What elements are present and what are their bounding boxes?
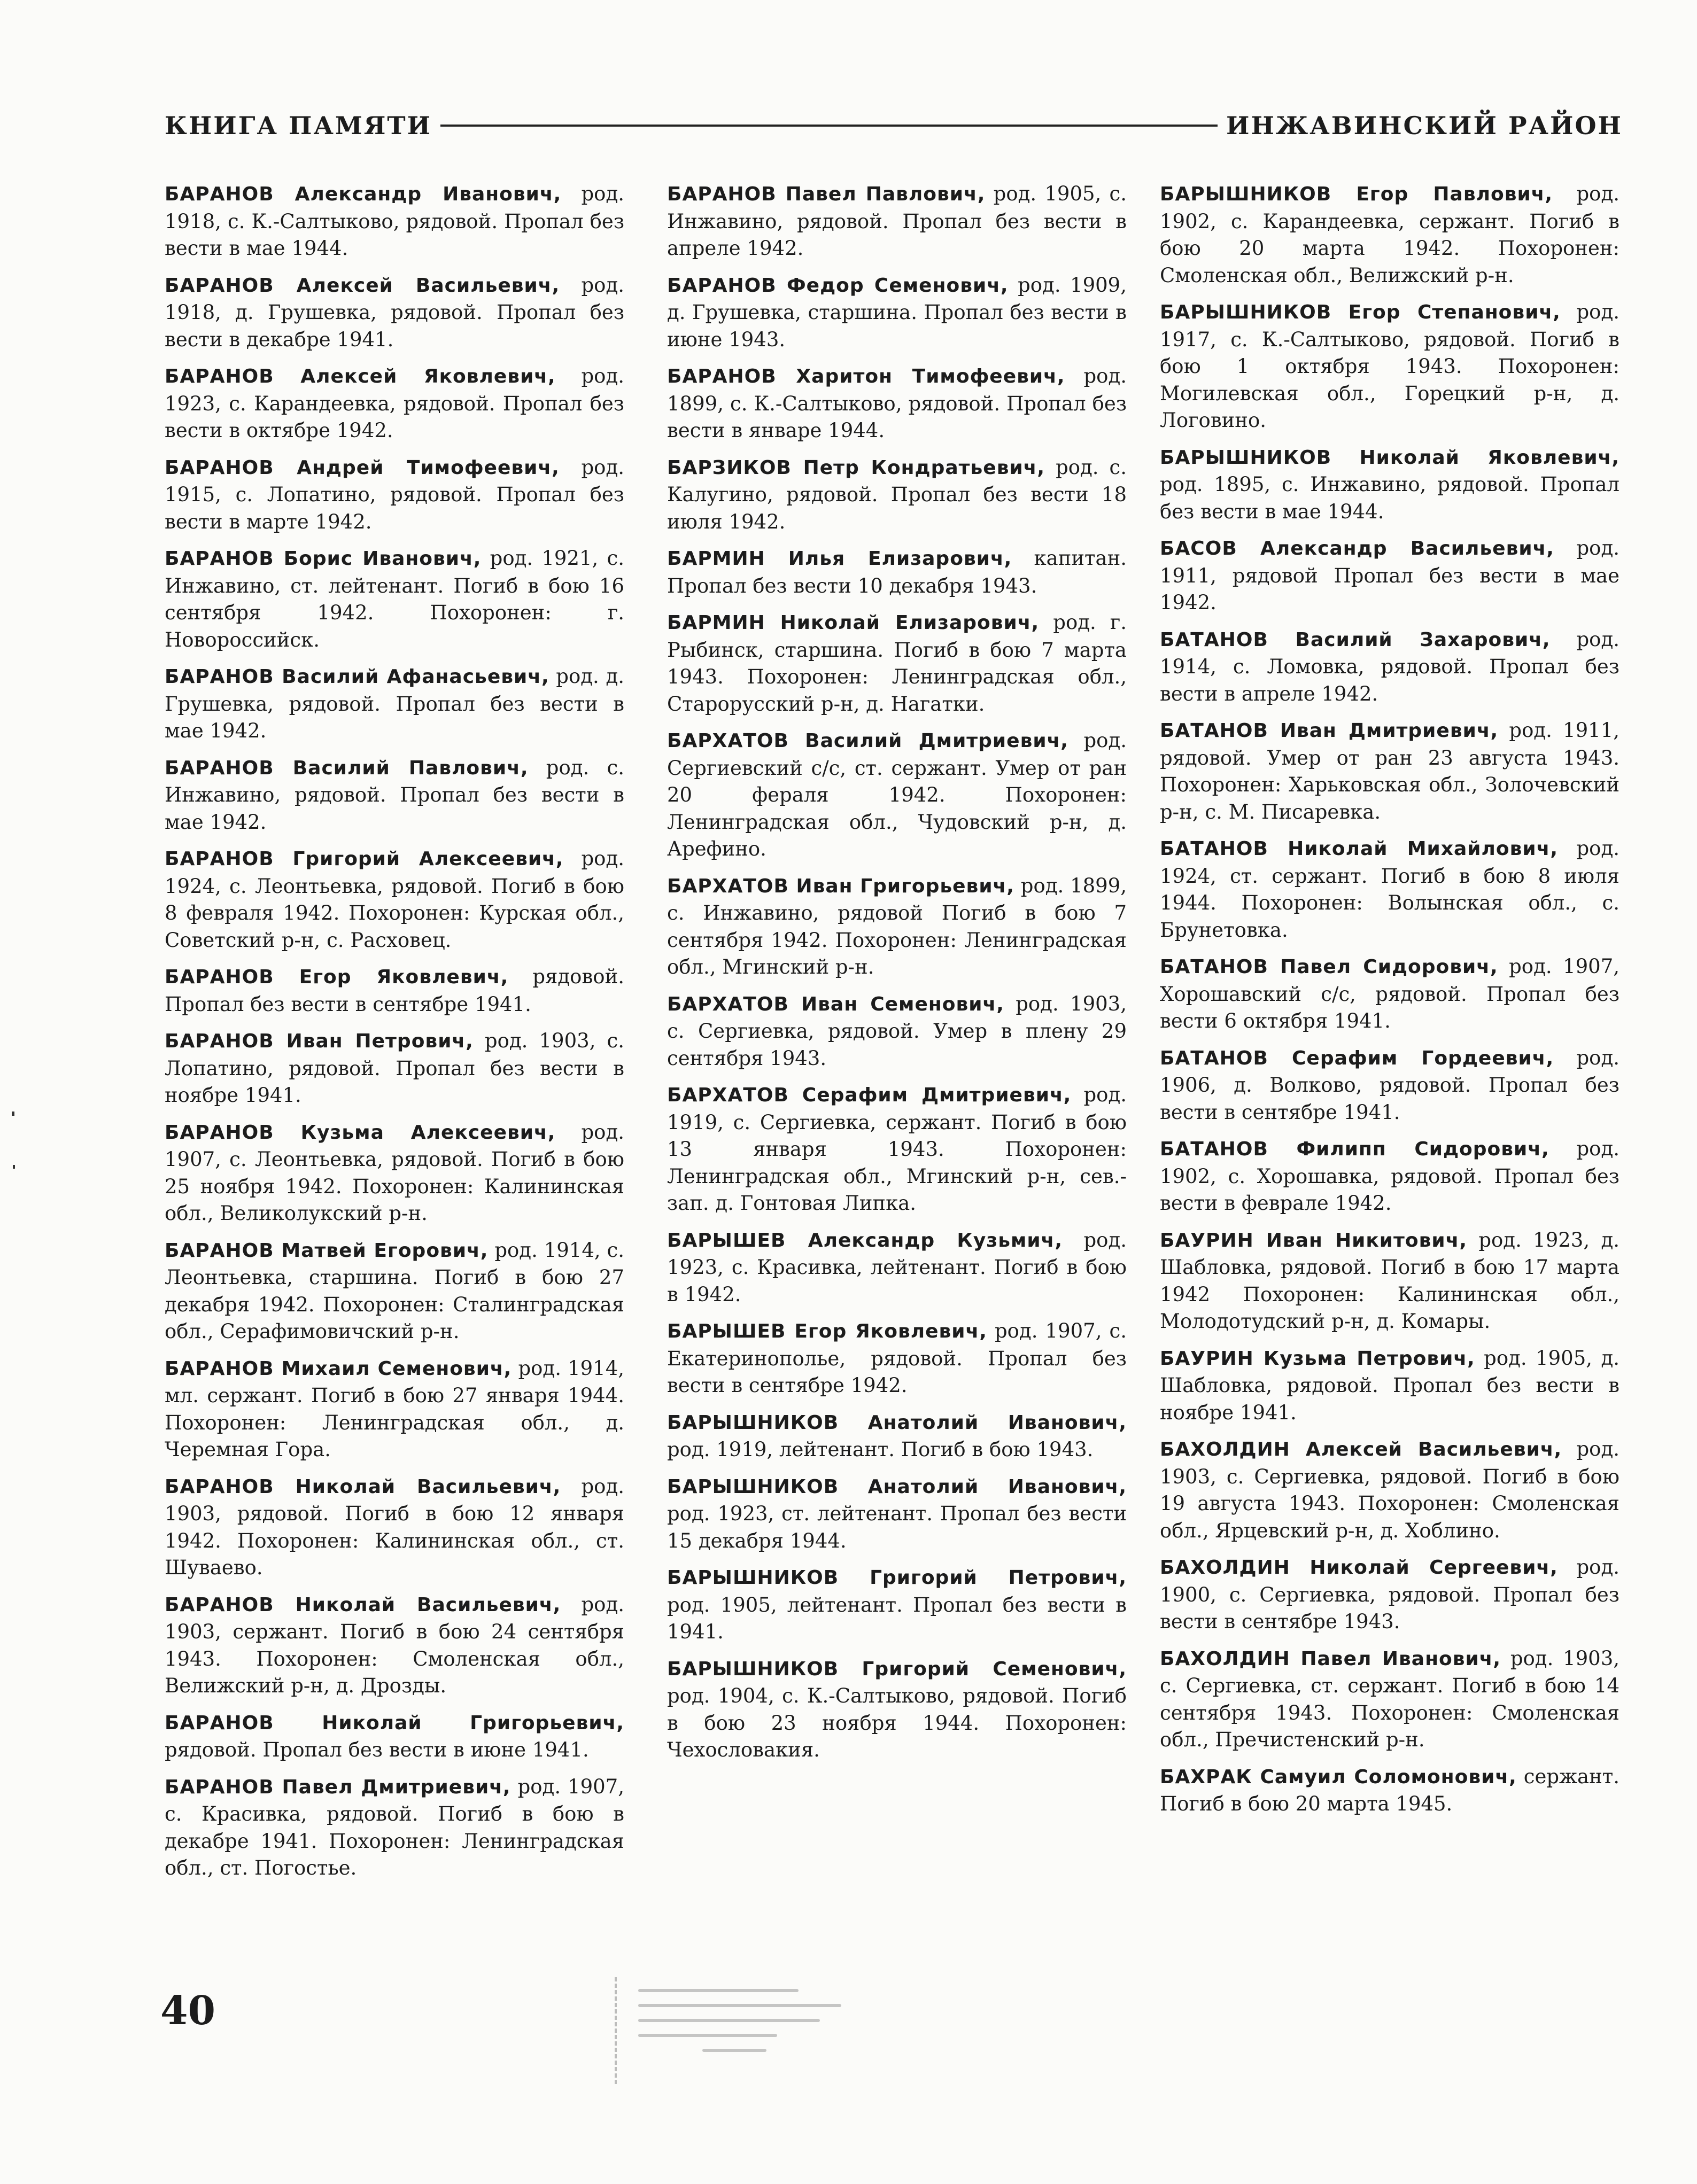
person-name: БАТАНОВ Василий Захарович, [1160,628,1551,651]
running-header [165,107,1623,144]
memorial-entry [165,1709,624,1764]
person-name: БАРАНОВ Иван Петрович, [165,1030,474,1052]
memorial-entry [667,609,1127,718]
person-details: род. 1907, с. Екатеринополье, рядовой. Пропал без вести в сентябре 1942. [667,1319,1127,1397]
memorial-entry [667,1656,1127,1764]
column-2 [667,181,1127,1774]
person-name: БАХРАК Самуил Соломонович, [1160,1766,1517,1788]
person-name: БАРХАТОВ Иван Семенович, [667,993,1004,1015]
person-name: БАТАНОВ Николай Михайлович, [1160,838,1559,860]
memorial-entry [1160,444,1619,526]
person-details: род. 1903, с. Сергиевка, рядовой. Умер в плену 29 сентября 1943. [667,992,1127,1070]
memorial-entry [667,1082,1127,1217]
memorial-entry [1160,1345,1619,1427]
memorial-entry [667,1409,1127,1464]
person-name: БАУРИН Иван Никитович, [1160,1229,1467,1252]
district-title: ИНЖАВИНСКИЙ РАЙОН [1226,111,1623,140]
person-details: род. 1923, с. Карандеевка, рядовой. Пропал без вести в октябре 1942. [165,364,624,442]
person-details: род. 1905, лейтенант. Пропал без вести в 1941. [667,1593,1127,1643]
person-details: род. 1903, с. Лопатино, рядовой. Пропал без вести в ноябре 1941. [165,1029,625,1107]
memorial-entry [1160,1045,1619,1126]
memorial-entry [667,727,1127,863]
person-details: род. 1914, с. Ломовка, рядовой. Пропал без вести в апреле 1942. [1160,627,1619,705]
column-3 [1160,181,1619,1828]
person-name: БАРАНОВ Кузьма Алексеевич, [165,1121,556,1144]
person-details: род. 1899, с. Инжавино, рядовой Погиб в бою 7 сентября 1942. Похоронен: Ленинградская обл., Мгинский р-н. [667,874,1127,978]
person-details: род. 1900, с. Сергиевка, рядовой. Пропал без вести в сентябре 1943. [1160,1556,1619,1633]
person-details: род. 1923, с. Красивка, лейтенант. Погиб в бою в 1942. [667,1228,1127,1306]
person-details: род. 1921, с. Инжавино, ст. лейтенант. Погиб в бою 16 сентября 1942. Похоронен: г. Новороссийск. [165,547,625,651]
person-details: род. 1924, с. Леонтьевка, рядовой. Погиб в бою 8 февраля 1942. Похоронен: Курская обл., Советский р-н, с. Расховец. [165,847,625,952]
person-details: род. 1919, с. Сергиевка, сержант. Погиб в бою 13 января 1943. Похоронен: Ленинградская обл., Мгинский р-н, сев.-зап. д. Гонтовая Липка. [667,1083,1127,1215]
person-details: род. 1907, с. Красивка, рядовой. Погиб в бою в декабре 1941. Похоронен: Ленинградская обл., ст. Погостье. [165,1775,624,1879]
person-name: БАСОВ Александр Васильевич, [1160,538,1554,559]
person-name: БАТАНОВ Серафим Гордеевич, [1160,1047,1554,1069]
person-name: БАРАНОВ Егор Яковлевич, [165,966,509,988]
person-name: БАХОЛДИН Алексей Васильевич, [1160,1439,1562,1460]
person-details: род. 1899, с. К.-Салтыково, рядовой. Пропал без вести в январе 1944. [667,364,1127,442]
person-name: БАРАНОВ Александр Иванович, [165,183,562,205]
person-name: БАРАНОВ Алексей Васильевич, [165,274,560,297]
memorial-entry [165,545,624,654]
person-name: БАТАНОВ Павел Сидорович, [1160,956,1498,978]
memorial-entry [165,1028,624,1109]
person-name: БАРАНОВ Павел Павлович, [667,183,986,205]
scan-speck [12,1112,14,1116]
person-name: БАРМИН Илья Елизарович, [667,548,1012,570]
person-details: рядовой. Пропал без вести в сентябре 1941. [165,965,624,1016]
person-name: БАРЫШНИКОВ Николай Яковлевич, [1160,446,1619,469]
person-name: БАТАНОВ Филипп Сидорович, [1160,1138,1549,1160]
memorial-entry [667,1227,1127,1309]
person-name: БАРЫШНИКОВ Егор Степанович, [1160,301,1561,323]
memorial-entry [667,1318,1127,1400]
page-number: 40 [160,1988,215,2034]
person-details: род. 1914, с. Леонтьевка, старшина. Погиб в бою 27 декабря 1942. Похоронен: Сталинградская обл., Серафимовичский р-н. [165,1238,624,1343]
memorial-entry [667,1564,1127,1646]
person-name: БАРАНОВ Николай Васильевич, [165,1475,561,1498]
memorial-entry [1160,535,1619,617]
memorial-entry [165,181,624,262]
person-details: род. 1904, с. К.-Салтыково, рядовой. Погиб в бою 23 ноября 1944. Похоронен: Чехословакия. [667,1684,1127,1761]
person-details: род. 1917, с. К.-Салтыково, рядовой. Погиб в бою 1 октября 1943. Похоронен: Могилевская обл., Горецкий р-н, д. Логовино. [1160,300,1620,432]
person-name: БАРХАТОВ Василий Дмитриевич, [667,730,1068,752]
person-name: БАРАНОВ Николай Васильевич, [165,1594,561,1616]
memorial-entry [1160,835,1619,944]
person-name: БАРЫШНИКОВ Григорий Семенович, [667,1658,1127,1680]
person-details: сержант. Погиб в бою 20 марта 1945. [1160,1765,1620,1815]
person-name: БАРХАТОВ Серафим Дмитриевич, [667,1084,1072,1106]
person-name: БАТАНОВ Иван Дмитриевич, [1160,720,1499,742]
person-details: род. 1907, Хорошавский с/с, рядовой. Пропал без вести 6 октября 1941. [1160,955,1619,1032]
memorial-entry [165,272,624,354]
memorial-entry [1160,1136,1619,1217]
person-name: БАРАНОВ Алексей Яковлевич, [165,366,556,387]
person-name: БАРЗИКОВ Петр Кондратьевич, [667,456,1045,479]
person-name: БАРМИН Николай Елизарович, [667,612,1040,634]
memorial-entry [667,363,1127,445]
person-details: род. д. Грушевка, рядовой. Пропал без вести в мае 1942. [165,665,624,742]
person-name: БАРАНОВ Павел Дмитриевич, [165,1776,511,1798]
person-details: род. 1911, рядовой Пропал без вести в мае 1942. [1160,537,1620,614]
person-name: БАРЫШНИКОВ Егор Павлович, [1160,183,1553,205]
person-name: БАРЫШНИКОВ Анатолий Иванович, [667,1475,1127,1498]
memorial-entry [165,963,624,1018]
memorial-entry [1160,717,1619,826]
memorial-entry [165,1355,624,1464]
memorial-entry [667,873,1127,981]
person-name: БАРАНОВ Михаил Семенович, [165,1357,512,1380]
person-details: род. 1907, с. Леонтьевка, рядовой. Погиб в бою 25 ноября 1942. Похоронен: Калининская обл., Великолукский р-н. [165,1120,624,1225]
person-details: род. с. Калугино, рядовой. Пропал без вести 18 июля 1942. [667,455,1127,533]
person-name: БАРЫШНИКОВ Григорий Петрович, [667,1567,1127,1589]
person-name: БАРАНОВ Григорий Алексеевич, [165,848,564,870]
person-details: род. 1903, рядовой. Погиб в бою 12 января 1942. Похоронен: Калининская обл., ст. Шуваево. [165,1474,625,1579]
person-name: БАРАНОВ Борис Иванович, [165,548,482,570]
memorial-entry [667,1473,1127,1555]
memorial-entry [165,1119,624,1227]
person-name: БАРАНОВ Василий Афанасьевич, [165,666,549,688]
person-details: род. 1923, ст. лейтенант. Пропал без вести 15 декабря 1944. [667,1502,1127,1552]
person-details: род. 1918, д. Грушевка, рядовой. Пропал без вести в декабре 1941. [165,273,624,351]
person-details: род. 1914, мл. сержант. Погиб в бою 27 января 1944. Похоронен: Ленинградская обл., д. Черемная Гора. [165,1356,624,1461]
person-details: род. 1911, рядовой. Умер от ран 23 августа 1943. Похоронен: Харьковская обл., Золочевский р-н, с. М. Писаревка. [1160,719,1619,823]
person-details: род. 1918, с. К.-Салтыково, рядовой. Пропал без вести в мае 1944. [165,182,625,260]
person-name: БАРАНОВ Андрей Тимофеевич, [165,456,560,479]
book-title: КНИГА ПАМЯТИ [165,111,432,140]
person-details: рядовой. Пропал без вести в июне 1941. [165,1738,589,1761]
memorial-entry [165,363,624,445]
memorial-entry [667,545,1127,600]
person-name: БАРАНОВ Харитон Тимофеевич, [667,366,1065,387]
memorial-entry [1160,1763,1619,1818]
person-details: род. 1903, сержант. Погиб в бою 24 сентября 1943. Похоронен: Смоленская обл., Велижский р-н, д. Дрозды. [165,1592,625,1697]
person-details: род. 1903, с. Сергиевка, ст. сержант. Погиб в бою 14 сентября 1943. Похоронен: Смоленская обл., Пречистенский р-н. [1160,1646,1619,1751]
person-name: БАРАНОВ Николай Григорьевич, [165,1712,624,1734]
library-stamp [615,1977,868,2084]
memorial-entry [1160,953,1619,1035]
memorial-entry [667,454,1127,536]
scan-speck [13,1165,15,1169]
person-details: род. 1905, с. Инжавино, рядовой. Пропал без вести в апреле 1942. [667,182,1127,260]
memorial-entry [165,1237,624,1346]
person-details: род. 1919, лейтенант. Погиб в бою 1943. [667,1438,1094,1461]
person-details: род. 1903, с. Сергиевка, рядовой. Погиб в бою 19 августа 1943. Похоронен: Смоленская обл., Ярцевский р-н, д. Хоблино. [1160,1437,1620,1542]
person-name: БАХОЛДИН Павел Иванович, [1160,1647,1501,1670]
person-name: БАРЫШЕВ Александр Кузьмич, [667,1229,1063,1252]
person-name: БАРЫШЕВ Егор Яковлевич, [667,1320,987,1342]
person-details: род. 1902, с. Хорошавка, рядовой. Пропал без вести в феврале 1942. [1160,1137,1619,1215]
memorial-entry [1160,1227,1619,1335]
person-details: род. с. Инжавино, рядовой. Пропал без вести в мае 1942. [165,756,624,834]
memorial-entry [165,1774,624,1882]
person-details: род. г. Рыбинск, старшина. Погиб в бою 7 марта 1943. Похоронен: Ленинградская обл., Старорусский р-н, д. Нагатки. [667,611,1127,716]
person-name: БАРАНОВ Федор Семенович, [667,274,1009,297]
person-name: БАРЫШНИКОВ Анатолий Иванович, [667,1411,1127,1434]
person-name: БАРАНОВ Василий Павлович, [165,757,529,779]
person-name: БАУРИН Кузьма Петрович, [1160,1347,1475,1370]
person-details: род. Сергиевский с/с, ст. сержант. Умер от ран 20 фераля 1942. Похоронен: Ленинградская обл., Чудовский р-н, д. Арефино. [667,729,1127,860]
memorial-entry [1160,1645,1619,1754]
header-rule [440,125,1218,127]
person-name: БАРХАТОВ Иван Григорьевич, [667,875,1014,897]
memorial-entry [165,454,624,536]
memorial-entry [165,845,624,954]
memorial-entry [165,755,624,836]
person-details: род. 1905, д. Шабловка, рядовой. Пропал без вести в ноябре 1941. [1160,1346,1619,1424]
person-details: род. 1923, д. Шабловка, рядовой. Погиб в бою 17 марта 1942 Похоронен: Калининская обл., Молодотудский р-н, д. Комары. [1160,1228,1619,1333]
person-name: БАХОЛДИН Николай Сергеевич, [1160,1557,1558,1579]
memorial-entry [165,1591,624,1700]
person-details: капитан. Пропал без вести 10 декабря 1943. [667,547,1127,597]
person-name: БАРАНОВ Матвей Егорович, [165,1239,489,1262]
person-details: род. 1902, с. Карандеевка, сержант. Погиб в бою 20 марта 1942. Похоронен: Смоленская обл., Велижский р-н. [1160,182,1619,287]
person-details: род. 1915, с. Лопатино, рядовой. Пропал без вести в марте 1942. [165,455,625,533]
column-1 [165,181,624,1892]
person-details: род. 1906, д. Волково, рядовой. Пропал без вести в сентябре 1941. [1160,1046,1620,1124]
memorial-entry [1160,299,1619,434]
memorial-entry [1160,1554,1619,1636]
memorial-entry [1160,1436,1619,1544]
person-details: род. 1924, ст. сержант. Погиб в бою 8 июля 1944. Похоронен: Волынская обл., с. Брунетовка. [1160,837,1619,942]
memorial-entry [667,991,1127,1072]
person-details: род. 1909, д. Грушевка, старшина. Пропал без вести в июне 1943. [667,273,1127,351]
memorial-entry [165,1473,624,1582]
memorial-entry [667,272,1127,354]
memorial-entry [165,663,624,745]
memorial-entry [1160,626,1619,708]
memorial-entry [667,181,1127,262]
person-details: род. 1895, с. Инжавино, рядовой. Пропал без вести в мае 1944. [1160,473,1619,523]
memorial-entry [1160,181,1619,289]
